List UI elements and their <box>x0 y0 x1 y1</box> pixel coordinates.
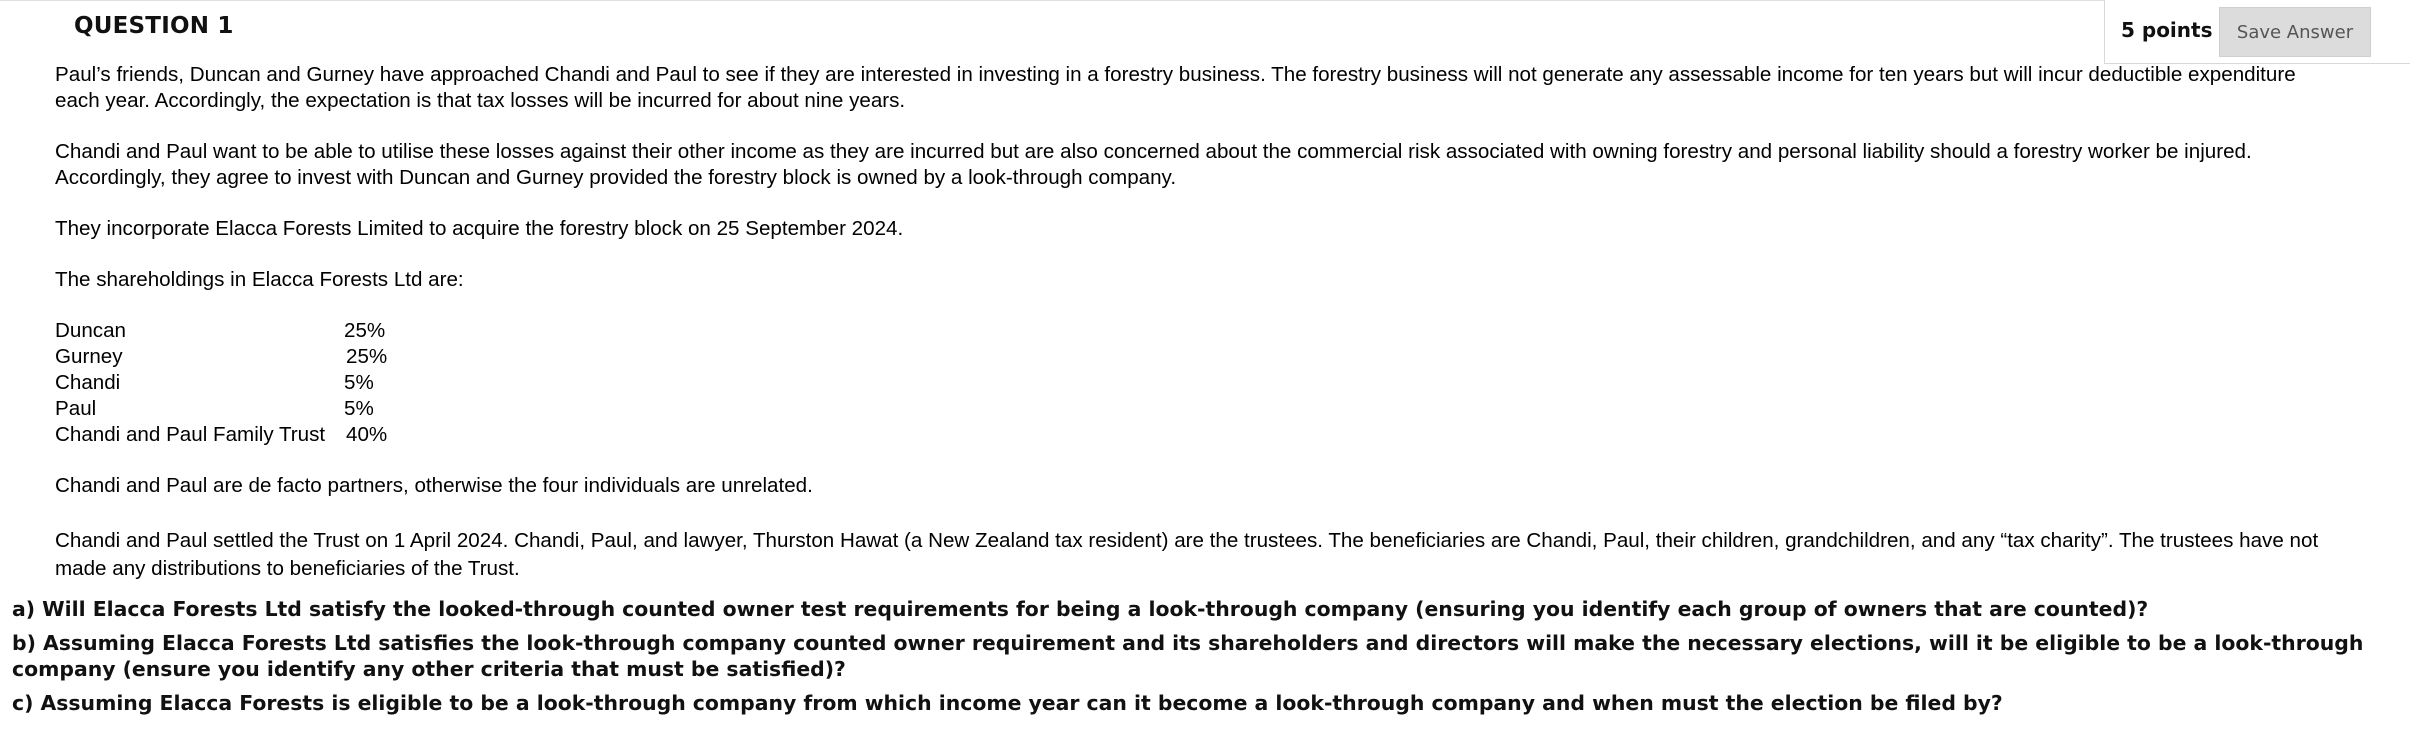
table-row <box>55 344 387 370</box>
paragraph-relationship: Chandi and Paul are de facto partners, otherwise the four individuals are unrelated. <box>55 474 813 497</box>
shareholder-percent: 40% <box>346 423 388 446</box>
shareholder-name: Gurney <box>55 345 123 368</box>
shareholder-percent: 25% <box>346 345 388 368</box>
table-row <box>55 318 387 344</box>
table-row <box>55 370 387 396</box>
save-answer-button[interactable]: Save Answer <box>2219 7 2371 57</box>
paragraph-shareholdings-intro: The shareholdings in Elacca Forests Ltd are: <box>55 268 464 291</box>
points-panel <box>2104 0 2410 64</box>
question-header <box>0 1 2104 54</box>
paragraph-intro: Paul’s friends, Duncan and Gurney have approached Chandi and Paul to see if they are interested in investing in a forestry business. The forestry business will not generate any assessable income for ten years but will incur deductible expenditure each year. Accordingly, the expectation is that tax losses will be incurred for about nine years. <box>55 63 2296 112</box>
shareholder-name: Paul <box>55 397 97 420</box>
shareholder-percent: 5% <box>344 371 374 394</box>
shareholdings-table <box>55 318 387 448</box>
question-a: a) Will Elacca Forests Ltd satisfy the looked-through counted owner test requirements for being a look-through company (ensuring you identify each group of owners that are counted)? <box>12 597 2149 621</box>
paragraph-trust: Chandi and Paul settled the Trust on 1 April 2024. Chandi, Paul, and lawyer, Thurston Hawat (a New Zealand tax resident) are the trustees. The beneficiaries are Chandi, Paul, their children, grandchildren, and any “tax charity”. The trustees have not made any distributions to beneficiaries of the Trust. <box>55 529 2319 580</box>
points-label: 5 points <box>2121 18 2213 42</box>
question-title: QUESTION 1 <box>74 13 234 39</box>
shareholder-percent: 25% <box>344 319 386 342</box>
sub-questions <box>12 596 2372 716</box>
shareholder-percent: 5% <box>344 397 374 420</box>
table-row <box>55 396 387 422</box>
shareholder-name: Chandi and Paul Family Trust <box>55 423 326 446</box>
shareholder-name: Chandi <box>55 371 121 394</box>
paragraph-losses: Chandi and Paul want to be able to utilise these losses against their other income as they are incurred but are also concerned about the commercial risk associated with owning forestry and personal liability should a forestry worker be injured. Accordingly, they agree to invest with Duncan and Gurney provided the forestry block is owned by a look-through company. <box>55 140 2252 189</box>
shareholder-name: Duncan <box>55 319 126 342</box>
question-b: b) Assuming Elacca Forests Ltd satisfies the look-through company counted owner requirement and its shareholders and directors will make the necessary elections, will it be eligible to be a look-through company (ensure you identify any other criteria that must be satisfied)? <box>12 631 2364 681</box>
question-body <box>55 62 2345 583</box>
question-c: c) Assuming Elacca Forests is eligible to be a look-through company from which income year can it become a look-through company and when must the election be filed by? <box>12 691 2003 715</box>
paragraph-incorporation: They incorporate Elacca Forests Limited to acquire the forestry block on 25 September 2024. <box>55 217 904 240</box>
table-row <box>55 422 387 448</box>
